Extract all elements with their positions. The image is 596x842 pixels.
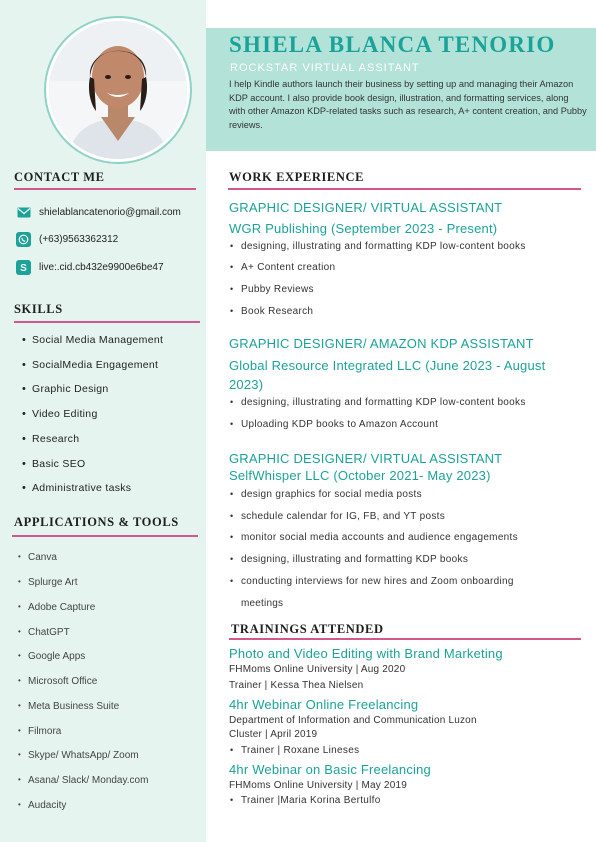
training-title: 4hr Webinar Online Freelancing — [229, 697, 419, 712]
trainings-divider — [229, 638, 581, 640]
training-trainer: • Trainer | Roxane Lineses — [230, 745, 359, 756]
job-bullet: • conducting interviews for new hires and Zoom onboarding — [230, 576, 514, 587]
candidate-subtitle: ROCKSTAR VIRTUAL ASSITANT — [230, 62, 420, 74]
job-bullet-cont: meetings — [241, 598, 284, 609]
contact-email[interactable] — [16, 204, 181, 220]
tool-item: • Filmora — [18, 726, 61, 737]
job-bullet: • designing, illustrating and formatting KDP low-content books — [230, 241, 526, 252]
contact-heading: CONTACT ME — [14, 170, 105, 184]
skype-icon — [16, 260, 31, 275]
skills-divider — [14, 321, 200, 323]
skill-item: • Graphic Design — [22, 383, 109, 395]
job-title: GRAPHIC DESIGNER/ VIRTUAL ASSISTANT — [229, 451, 503, 466]
svg-text:S: S — [20, 262, 27, 274]
contact-skype-text: live:.cid.cb432e9900e6be47 — [39, 261, 164, 273]
profile-summary: I help Kindle authors launch their business by setting up and managing their Amazon KDP account. I also provide book design, illustration, and formatting services, along with other Amazon KDP-related tasks such as research, A+ content creation, and Pubby reviews. — [229, 79, 587, 130]
job-bullet: • designing, illustrating and formatting KDP books — [230, 554, 468, 565]
training-title: Photo and Video Editing with Brand Marketing — [229, 646, 503, 661]
tool-item: • Google Apps — [18, 651, 85, 662]
job-bullet: • monitor social media accounts and audience engagements — [230, 532, 518, 543]
tool-item: • Skype/ WhatsApp/ Zoom — [18, 750, 139, 761]
job-bullet: • designing, illustrating and formatting KDP low-content books — [230, 397, 526, 408]
skill-item: • Administrative tasks — [22, 482, 131, 494]
skill-item: • Video Editing — [22, 408, 98, 420]
contact-email-text: shielablancatenorio@gmail.com — [39, 206, 181, 218]
job-company: WGR Publishing (September 2023 - Present) — [229, 221, 498, 236]
tool-item: • Audacity — [18, 800, 66, 811]
skill-item: • Research — [22, 433, 79, 445]
tool-item: • Microsoft Office — [18, 676, 97, 687]
job-company: SelfWhisper LLC (October 2021- May 2023) — [229, 468, 491, 483]
job-bullet: • Pubby Reviews — [230, 284, 314, 295]
tools-divider — [12, 535, 198, 537]
contact-phone-text: (+63)9563362312 — [39, 233, 119, 245]
profile-photo — [46, 18, 190, 162]
job-title: GRAPHIC DESIGNER/ VIRTUAL ASSISTANT — [229, 200, 503, 215]
job-company-cont: 2023) — [229, 377, 264, 392]
tool-item: • Asana/ Slack/ Monday.com — [18, 775, 148, 786]
tool-item: • ChatGPT — [18, 627, 70, 638]
contact-skype[interactable] — [16, 259, 164, 275]
job-bullet: • Book Research — [230, 306, 313, 317]
tool-item: • Adobe Capture — [18, 602, 95, 613]
tool-item: • Canva — [18, 552, 57, 563]
email-icon — [16, 205, 31, 220]
skill-item: • Basic SEO — [22, 458, 85, 470]
training-trainer: • Trainer |Maria Korina Bertulfo — [230, 795, 381, 806]
candidate-name: SHIELA BLANCA TENORIO — [229, 32, 556, 57]
job-company: Global Resource Integrated LLC (June 2023 - August — [229, 358, 546, 373]
skills-heading: SKILLS — [14, 302, 63, 316]
trainings-heading: TRAININGS ATTENDED — [231, 622, 384, 636]
skill-item: • SocialMedia Engagement — [22, 359, 158, 371]
contact-divider — [14, 188, 196, 190]
contact-phone[interactable] — [16, 231, 118, 247]
training-org: Department of Information and Communication Luzon — [229, 715, 477, 726]
training-org-cont: Cluster | April 2019 — [229, 729, 318, 740]
work-heading: WORK EXPERIENCE — [229, 170, 365, 184]
job-bullet: • design graphics for social media posts — [230, 489, 422, 500]
work-divider — [228, 188, 581, 190]
training-trainer: Trainer | Kessa Thea Nielsen — [229, 680, 364, 691]
tools-heading: APPLICATIONS & TOOLS — [14, 515, 179, 529]
training-title: 4hr Webinar on Basic Freelancing — [229, 762, 431, 777]
skill-item: • Social Media Management — [22, 334, 163, 346]
tool-item: • Splurge Art — [18, 577, 77, 588]
tool-item: • Meta Business Suite — [18, 701, 119, 712]
training-org: FHMoms Online University | May 2019 — [229, 780, 407, 791]
job-bullet: • schedule calendar for IG, FB, and YT posts — [230, 511, 445, 522]
job-bullet: • A+ Content creation — [230, 262, 335, 273]
job-title: GRAPHIC DESIGNER/ AMAZON KDP ASSISTANT — [229, 336, 534, 351]
training-org: FHMoms Online University | Aug 2020 — [229, 664, 406, 675]
job-bullet: • Uploading KDP books to Amazon Account — [230, 419, 438, 430]
whatsapp-icon — [16, 232, 31, 247]
